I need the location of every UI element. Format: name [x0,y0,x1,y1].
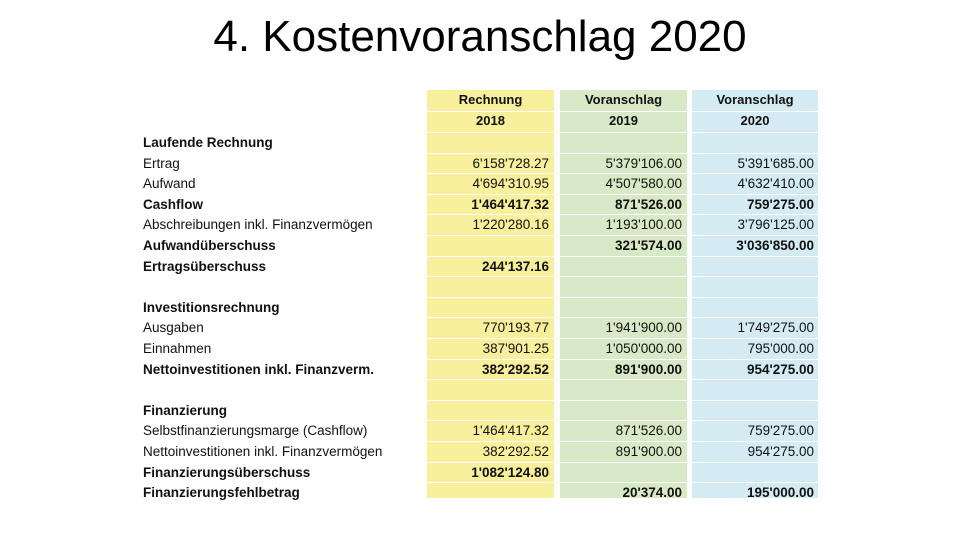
column-header-rechnung-2018 [427,90,554,132]
row-label: Cashflow [143,196,204,212]
cell-voranschlag-2019: 871'526.00 [614,196,682,212]
column-header-line1: Rechnung [458,92,523,107]
table-row [143,297,823,318]
cell-voranschlag-2020: 759'275.00 [747,423,814,439]
table-row [143,276,823,297]
cell-voranschlag-2019: 891'900.00 [615,444,682,459]
cell-voranschlag-2019: 4'507'580.00 [605,176,682,192]
row-label: Ausgaben [143,320,204,336]
table-row [143,420,823,441]
cell-rechnung-2018: 770'193.77 [482,320,549,336]
row-label: Selbstfinanzierungsmarge (Cashflow) [143,423,368,439]
cell-rechnung-2018: 382'292.52 [481,361,549,377]
row-label: Aufwand [143,176,196,192]
cell-voranschlag-2020: 795'000.00 [747,341,814,356]
table-row [143,153,823,174]
cell-voranschlag-2020: 5'391'685.00 [737,155,814,171]
row-label: Investitionsrechnung [143,299,280,315]
table-row [143,379,823,400]
table-row [143,214,823,235]
cell-voranschlag-2019: 5'379'106.00 [605,155,682,171]
row-label: Ertrag [143,155,180,171]
cell-rechnung-2018: 1'082'124.80 [471,464,549,480]
row-label: Ertragsüberschuss [143,258,267,274]
table-row [143,359,823,380]
cell-voranschlag-2020: 4'632'410.00 [737,176,814,192]
cell-rechnung-2018: 6'158'728.27 [472,155,549,171]
table-row [143,462,823,483]
cell-voranschlag-2019: 20'374.00 [622,485,682,501]
cell-voranschlag-2020: 759'275.00 [746,196,814,212]
cell-rechnung-2018: 1'220'280.16 [472,217,549,233]
row-label: Laufende Rechnung [143,135,273,150]
column-header-voranschlag-2019 [560,90,687,132]
cell-rechnung-2018: 387'901.25 [482,341,549,356]
cell-voranschlag-2019: 871'526.00 [615,423,682,439]
column-header-line1: Voranschlag [584,92,663,107]
cell-rechnung-2018: 4'694'310.95 [472,176,549,192]
cell-voranschlag-2020: 1'749'275.00 [737,320,814,336]
cell-voranschlag-2019: 321'574.00 [614,238,682,253]
row-label: Aufwandüberschuss [143,238,276,253]
cell-voranschlag-2020: 954'275.00 [746,361,814,377]
column-header-line2: 2020 [740,113,770,128]
cell-voranschlag-2019: 1'050'000.00 [605,341,682,356]
cell-voranschlag-2020: 3'036'850.00 [736,238,814,253]
table-row [143,173,823,194]
cell-rechnung-2018: 382'292.52 [482,444,549,459]
cell-voranschlag-2019: 1'193'100.00 [605,217,682,233]
cell-rechnung-2018: 1'464'417.32 [471,196,549,212]
table-row [143,132,823,153]
cell-rechnung-2018: 244'137.16 [481,258,549,274]
table-row [143,194,823,215]
table-row [143,317,823,338]
row-label: Nettoinvestitionen inkl. Finanzvermögen [143,444,383,459]
cell-voranschlag-2020: 3'796'125.00 [737,217,814,233]
row-label: Einnahmen [143,341,212,356]
cell-voranschlag-2019: 1'941'900.00 [605,320,682,336]
cell-voranschlag-2019: 891'900.00 [614,361,682,377]
column-header-line2: 2018 [476,113,505,128]
slide-title: 4. Kostenvoranschlag 2020 [213,12,747,61]
row-label: Abschreibungen inkl. Finanzvermögen [143,217,373,233]
table-row [143,441,823,462]
table-row [143,400,823,421]
row-label: Finanzierungsüberschuss [143,464,311,480]
table-row [143,482,823,503]
row-label: Finanzierung [143,402,227,418]
row-label: Finanzierungsfehlbetrag [143,485,300,501]
table-row [143,235,823,256]
column-header-line1: Voranschlag [716,92,794,107]
column-header-voranschlag-2020 [692,90,818,132]
cell-rechnung-2018: 1'464'417.32 [472,423,549,439]
cell-voranschlag-2020: 954'275.00 [747,444,814,459]
table-row [143,338,823,359]
cell-voranschlag-2020: 195'000.00 [746,485,814,501]
table-row [143,256,823,277]
row-label: Nettoinvestitionen inkl. Finanzverm. [143,361,375,377]
column-header-line2: 2019 [609,113,638,128]
